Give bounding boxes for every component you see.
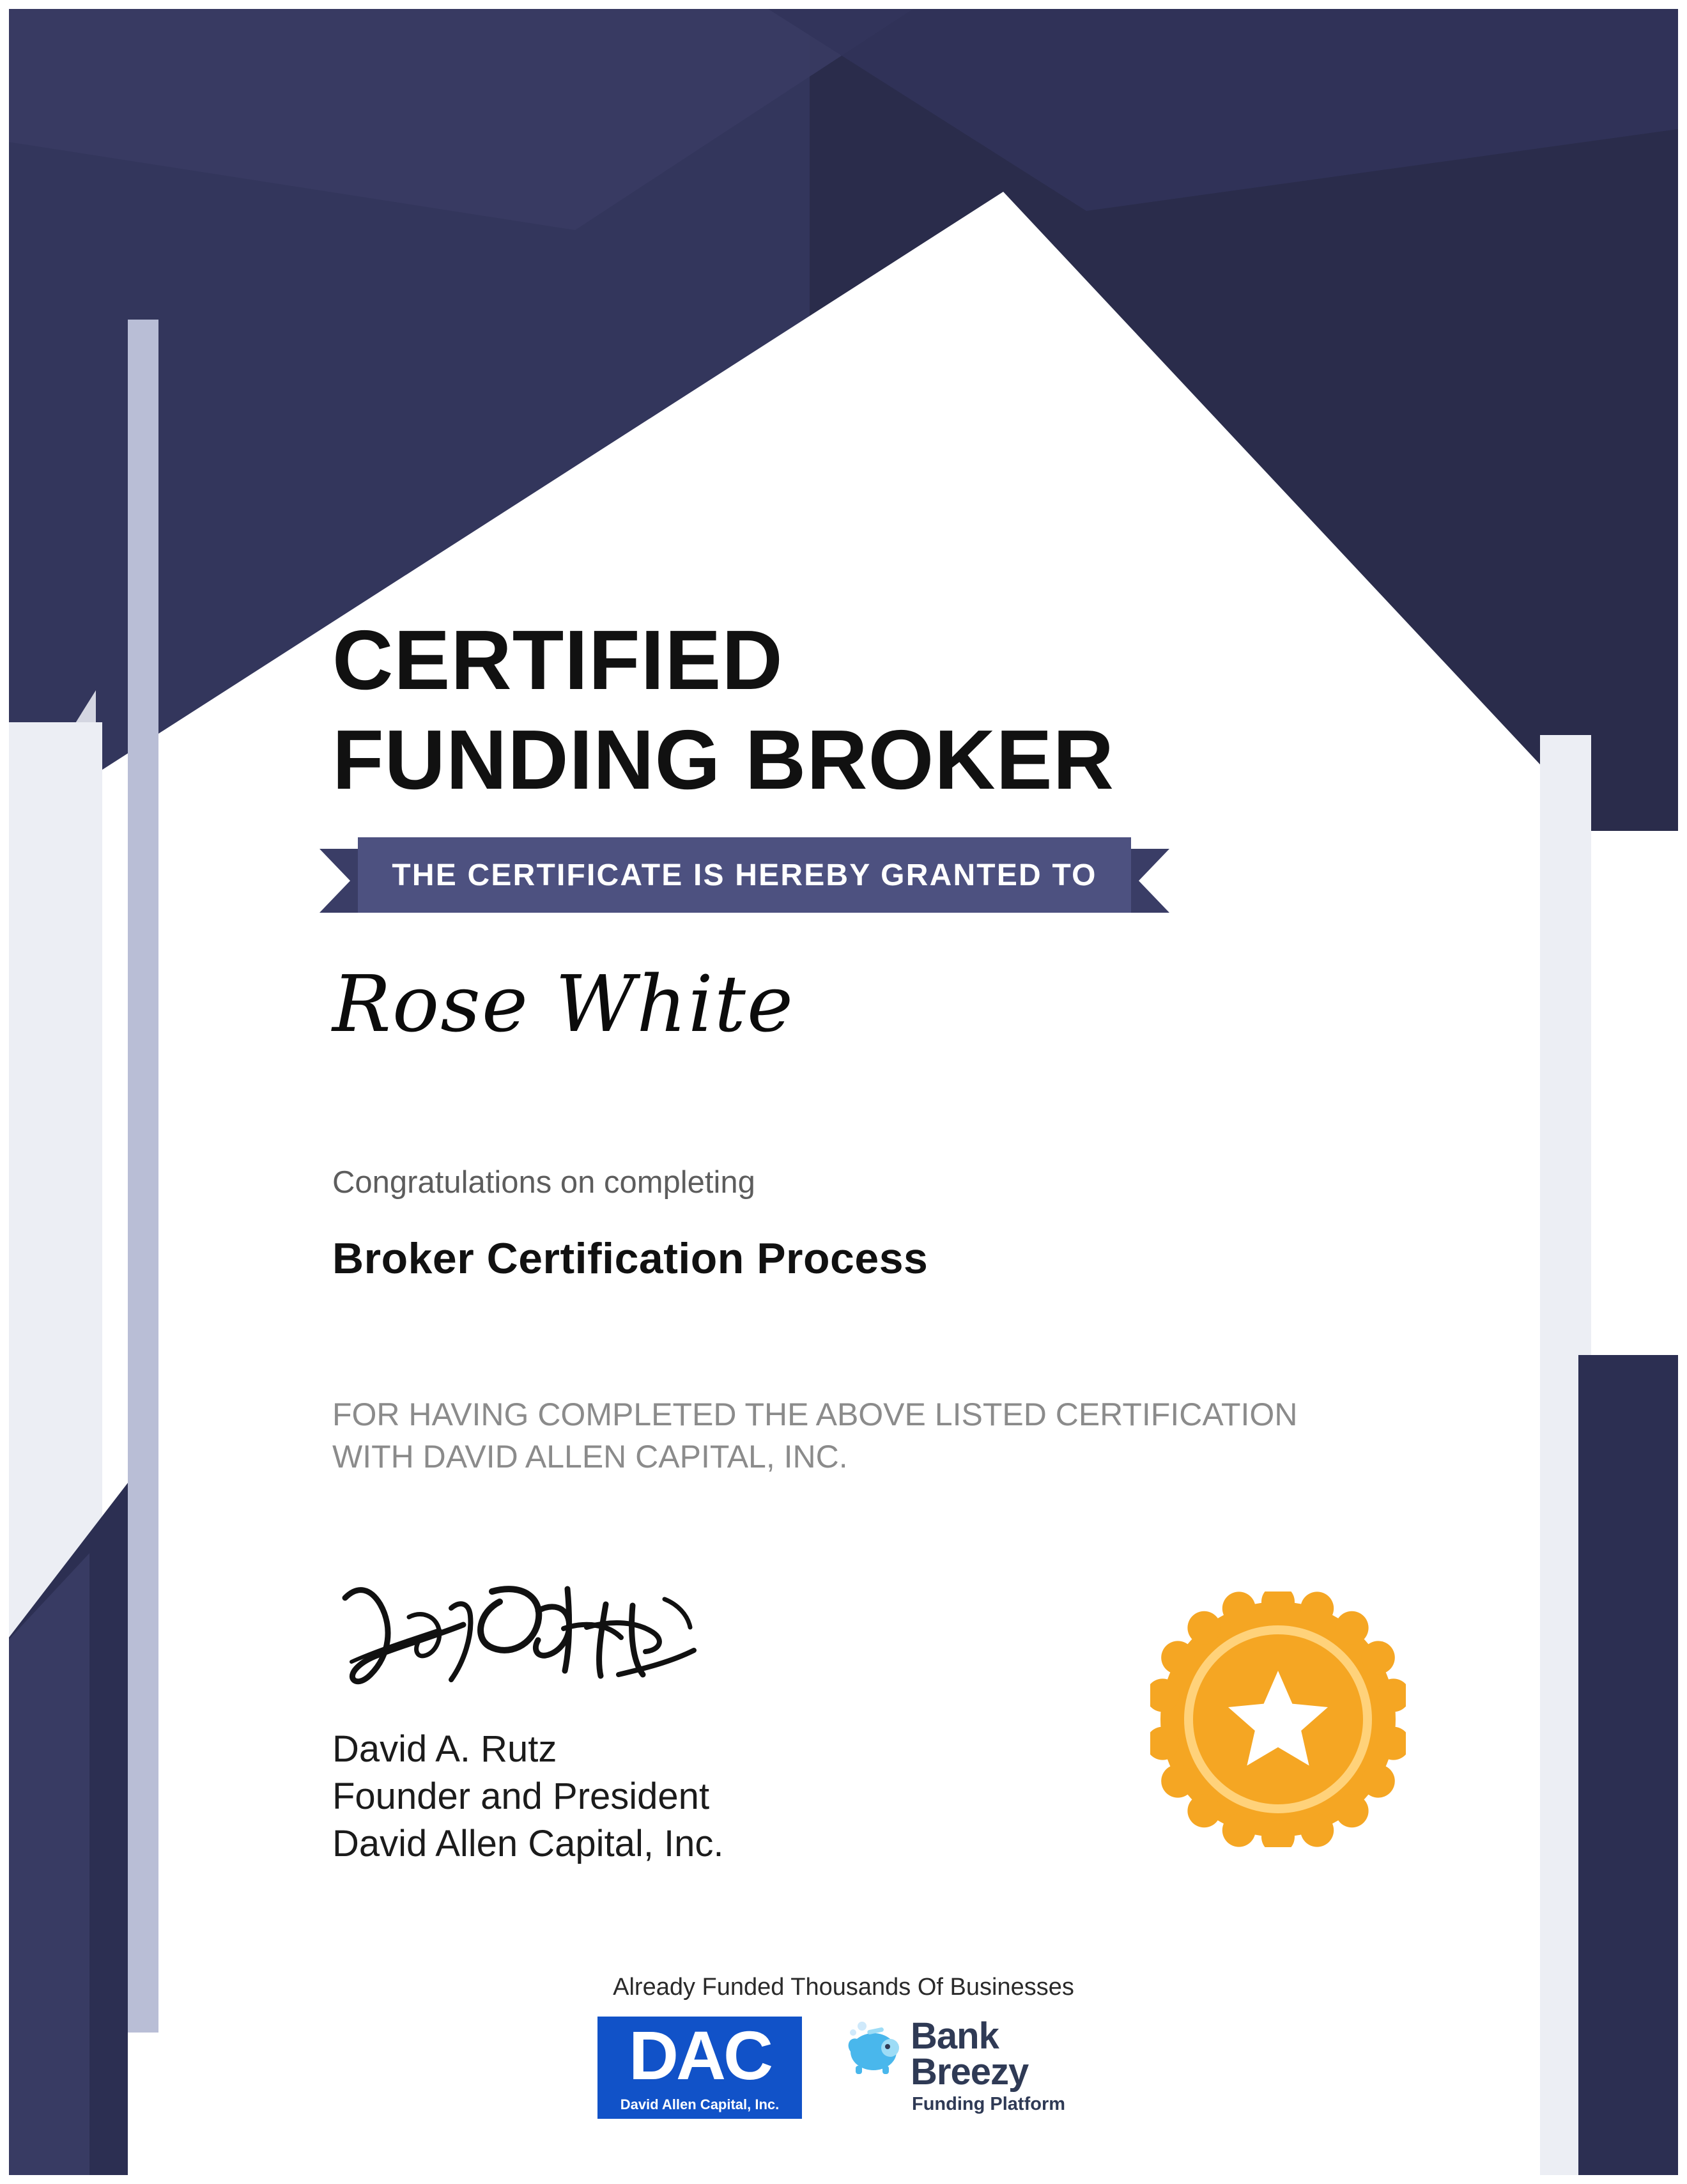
title-line-1: CERTIFIED [332,613,783,707]
bankbreezy-word-bank: Bank [911,2015,999,2057]
dac-logo [597,2017,802,2119]
title-line-2: FUNDING BROKER [332,712,1114,807]
dac-logo-letters: DAC [629,2017,771,2094]
signature-image [332,1566,792,1713]
signer-block [332,1726,724,1868]
bankbreezy-word-breezy: Breezy [911,2051,1029,2093]
bankbreezy-logo [840,2013,1090,2122]
ribbon-body [358,837,1131,913]
certificate-title [332,610,1419,810]
certificate-body-text [332,1393,1431,1478]
signer-title: Founder and President [332,1776,710,1818]
signer-company: David Allen Capital, Inc. [332,1823,724,1865]
congratulations-label: Congratulations on completing [332,1165,755,1200]
dac-logo-subtitle: David Allen Capital, Inc. [620,2096,780,2112]
footer-logos [0,2013,1687,2122]
footer-note: Already Funded Thousands Of Businesses [613,1974,1074,2001]
body-line-2: WITH DAVID ALLEN CAPITAL, INC. [332,1439,848,1475]
piggy-bank-icon [843,2018,904,2077]
recipient-name: Rose White [332,959,795,1049]
signer-name: David A. Rutz [332,1728,557,1770]
body-line-1: FOR HAVING COMPLETED THE ABOVE LISTED CERTIFICATION [332,1397,1298,1432]
granted-to-ribbon [320,837,1169,917]
star-seal-badge-icon [1150,1592,1406,1847]
course-name: Broker Certification Process [332,1234,928,1283]
bankbreezy-subtitle: Funding Platform [912,2094,1066,2114]
ribbon-label: THE CERTIFICATE IS HEREBY GRANTED TO [392,858,1097,892]
